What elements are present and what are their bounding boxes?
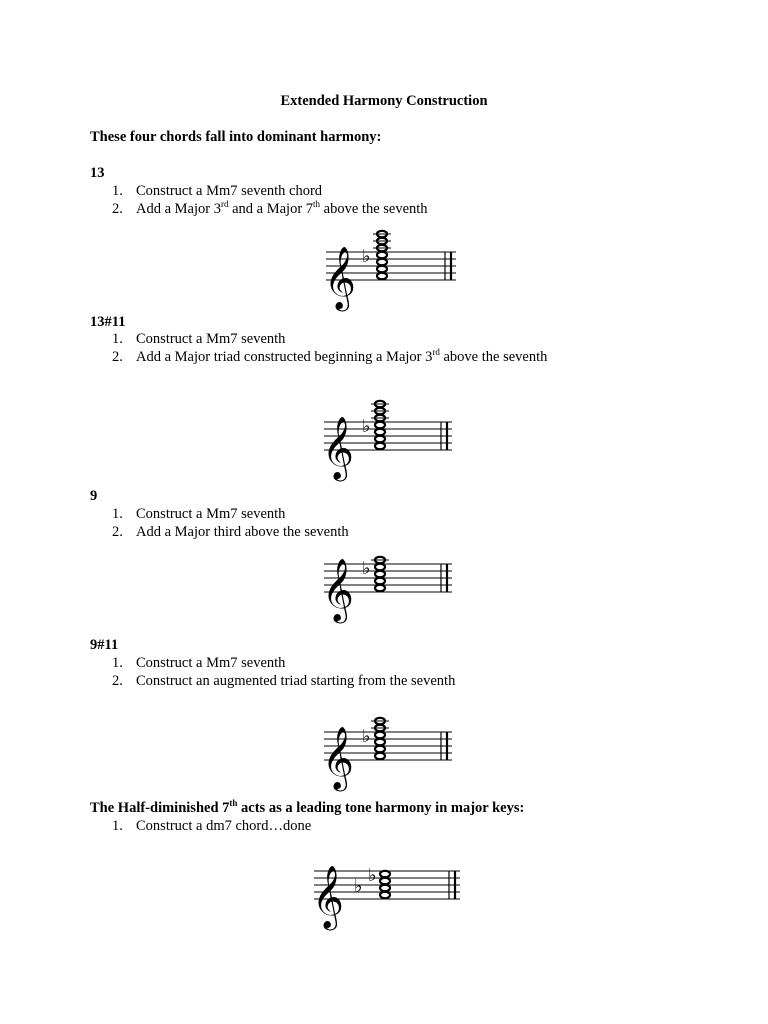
note: [380, 892, 390, 898]
list-item: 1. Construct a Mm7 seventh chord: [112, 183, 323, 199]
note: [380, 885, 390, 891]
list-item: 1. Construct a Mm7 seventh: [112, 331, 286, 347]
note: [377, 266, 387, 272]
note: [375, 746, 385, 752]
staff-9: [324, 545, 458, 625]
note: [375, 443, 385, 449]
page-title: Extended Harmony Construction: [280, 93, 488, 109]
note: [377, 252, 387, 258]
staff-13: [326, 226, 460, 306]
steps-9-sharp-11: [112, 654, 455, 690]
steps-13-sharp-11: [112, 330, 547, 366]
treble-clef-icon: 𝄞: [322, 728, 354, 788]
note: [375, 422, 385, 428]
flat-icon: ♭: [362, 726, 371, 747]
list-item: 2. Construct an augmented triad starting from the seventh: [112, 673, 456, 689]
flat-icon: ♭: [362, 416, 371, 437]
flat-icon: ♭: [368, 865, 377, 886]
list-item: 2. Add a Major third above the seventh: [112, 524, 349, 540]
note: [375, 739, 385, 745]
staff-half-diminished: [314, 858, 464, 938]
section-label-9: 9: [90, 488, 98, 504]
note: [375, 578, 385, 584]
note: [375, 753, 385, 759]
staff-9-sharp-11: [324, 710, 458, 790]
flat-icon: ♭: [362, 558, 371, 579]
list-item: 2. Add a Major triad constructed beginning a Major 3rd above the seventh: [112, 347, 548, 365]
steps-13: [112, 182, 428, 218]
treble-clef-icon: 𝄞: [322, 418, 354, 478]
note: [375, 564, 385, 570]
steps-9: [112, 505, 349, 541]
flat-icon: ♭: [362, 246, 371, 267]
staff-13-sharp-11: [322, 394, 458, 478]
section-label-13: 13: [90, 165, 105, 181]
treble-clef-icon: 𝄞: [324, 248, 356, 308]
note: [380, 871, 390, 877]
note: [375, 429, 385, 435]
intro-heading: These four chords fall into dominant harmony:: [90, 129, 382, 145]
list-item: 1. Construct a Mm7 seventh: [112, 506, 286, 522]
list-item: 2. Add a Major 3rd and a Major 7th above the seventh: [112, 199, 428, 217]
note: [375, 732, 385, 738]
section-label-9-sharp-11: 9#11: [90, 637, 119, 653]
list-item: 1. Construct a Mm7 seventh: [112, 655, 286, 671]
half-diminished-heading: The Half-diminished 7th acts as a leading tone harmony in major keys:: [90, 798, 525, 816]
note: [375, 436, 385, 442]
note: [380, 878, 390, 884]
flat-icon: ♭: [354, 876, 363, 897]
list-item: 1. Construct a dm7 chord…done: [112, 818, 312, 834]
note: [375, 585, 385, 591]
note: [375, 571, 385, 577]
note: [377, 259, 387, 265]
treble-clef-icon: 𝄞: [312, 867, 344, 927]
note: [377, 273, 387, 279]
steps-half-diminished: [112, 817, 311, 835]
treble-clef-icon: 𝄞: [322, 560, 354, 620]
section-label-13-sharp-11: 13#11: [90, 314, 126, 330]
